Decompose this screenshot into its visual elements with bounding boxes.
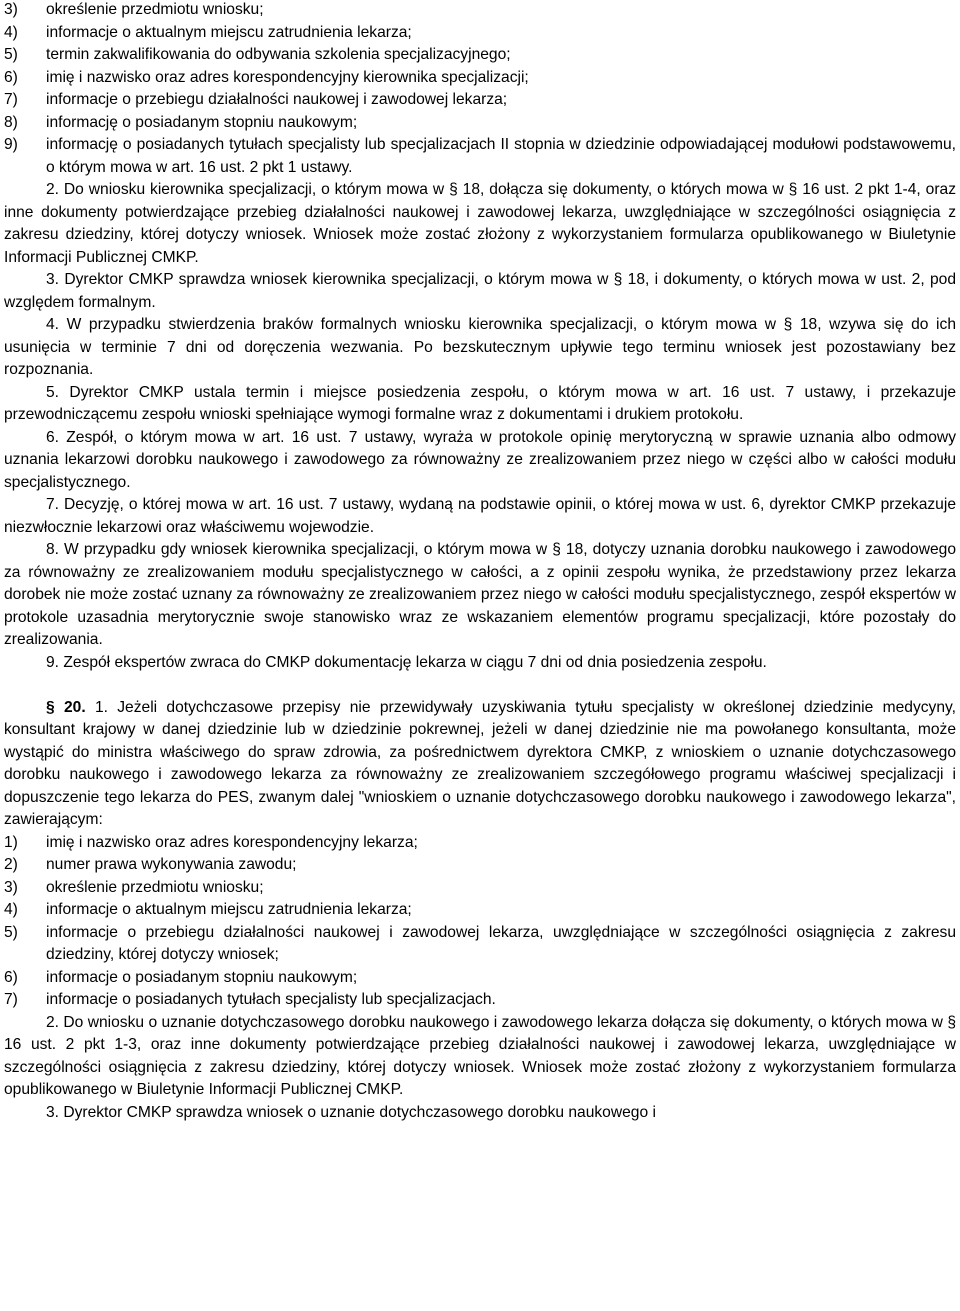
- list-item: [4, 89, 956, 112]
- list-item-number: 3): [4, 1, 18, 18]
- section-20-text: 1. Jeżeli dotychczasowe przepisy nie przewidywały uzyskiwania tytułu specjalisty w określonej dziedzinie medycyny, konsultant krajowy w danej dziedzinie lub w dziedzinie pokrewnej, jeżeli w danej dziedzinie nie ma powołanego konsultanta, może wystąpić do ministra właściwego do spraw zdrowia, za pośrednictwem dyrektora CMKP, z wnioskiem o uznanie dotychczasowego dorobku naukowego i zawodowego lekarza za równoważny ze zrealizowaniem szczegółowego programu właściwej specjalizacji i dopuszczenie tego lekarza do PES, zwanym dalej "wnioskiem o uznanie dotychczasowego dorobku naukowego i zawodowego lekarza", zawierającym:: [4, 698, 956, 828]
- list-item-text: określenie przedmiotu wniosku;: [46, 878, 264, 896]
- section-number: § 20.: [46, 698, 86, 716]
- paragraph: 6. Zespół, o którym mowa w art. 16 ust. 7 ustawy, wyraża w protokole opinię merytoryczną w sprawie uznania albo odmowy uznania lekarzowi dorobku naukowego i zawodowego za równoważny ze zrealizowaniem przez niego w części albo w całości modułu specjalistycznego.: [4, 428, 956, 491]
- list-item-number: 1): [4, 833, 18, 851]
- list-item: [4, 44, 956, 67]
- list-item-text: informacje o posiadanych tytułach specjalisty lub specjalizacjach.: [46, 991, 496, 1008]
- list-item: [4, 922, 956, 967]
- list-item: [4, 832, 956, 855]
- list-item: [4, 967, 956, 990]
- section-spacer: [4, 674, 956, 697]
- list-item-number: 8): [4, 113, 18, 131]
- list-item: [4, 854, 956, 877]
- list-item-text: informację o posiadanym stopniu naukowym;: [46, 113, 358, 131]
- paragraph: 9. Zespół ekspertów zwraca do CMKP dokumentację lekarza w ciągu 7 dni od dnia posiedzenia zespołu.: [46, 653, 767, 671]
- list-item-text: informację o posiadanych tytułach specjalisty lub specjalizacjach II stopnia w dziedzinie odpowiadającej modułowi podstawowemu, o którym mowa w art. 16 ust. 2 pkt 1 ustawy.: [46, 136, 956, 176]
- list-item-number: 3): [4, 878, 18, 896]
- list-item: [4, 22, 956, 45]
- paragraph: 2. Do wniosku o uznanie dotychczasowego dorobku naukowego i zawodowego lekarza dołącza się dokumenty, o których mowa w § 16 ust. 2 pkt 1-3, oraz inne dokumenty potwierdzające przebieg działalności naukowej i zawodowej lekarza, uwzględniające w szczególności osiągnięcia z zakresu dziedziny, której dotyczy wniosek. Wniosek może zostać złożony z wykorzystaniem formularza opublikowanego w Biuletynie Informacji Publicznej CMKP.: [4, 1013, 956, 1098]
- list-item-number: 7): [4, 91, 18, 108]
- list-item-number: 5): [4, 46, 18, 63]
- list-item: [4, 899, 956, 922]
- list-item-text: informacje o aktualnym miejscu zatrudnienia lekarza;: [46, 23, 412, 41]
- list-item-text: informacje o przebiegu działalności naukowej i zawodowej lekarza, uwzględniające w szczególności osiągnięcia z zakresu dziedziny, której dotyczy wniosek;: [46, 923, 956, 963]
- list-item-number: 6): [4, 968, 18, 986]
- list-item-text: imię i nazwisko oraz adres korespondencyjny lekarza;: [46, 833, 418, 851]
- list-item-number: 5): [4, 923, 18, 941]
- list-item: [4, 989, 956, 1012]
- list-item-number: 2): [4, 856, 18, 873]
- section-20-paragraph: [4, 697, 956, 832]
- list-item: [4, 112, 956, 135]
- list-item: [4, 134, 956, 179]
- paragraph: 4. W przypadku stwierdzenia braków formalnych wniosku kierownika specjalizacji, o którym mowa w § 18, wzywa się do ich usunięcia w terminie 7 dni od doręczenia wezwania. Po bezskutecznym upływie tego terminu wniosek jest pozostawiany bez rozpoznania.: [4, 316, 956, 378]
- list-item-number: 6): [4, 68, 18, 86]
- list-item: [4, 877, 956, 900]
- list-item-number: 7): [4, 991, 18, 1008]
- list-item-text: numer prawa wykonywania zawodu;: [46, 856, 297, 873]
- list-item-text: określenie przedmiotu wniosku;: [46, 1, 264, 18]
- list-item-number: 4): [4, 23, 18, 41]
- paragraph: 7. Decyzję, o której mowa w art. 16 ust. 7 ustawy, wydaną na podstawie opinii, o której mowa w ust. 6, dyrektor CMKP przekazuje niezwłocznie lekarzowi oraz właściwemu wojewodzie.: [4, 496, 956, 536]
- list-item-text: informacje o przebiegu działalności naukowej i zawodowej lekarza;: [46, 91, 508, 108]
- list-item-number: 9): [4, 136, 18, 153]
- list-item: [4, 0, 956, 22]
- list-item: [4, 67, 956, 90]
- paragraph: 3. Dyrektor CMKP sprawdza wniosek o uznanie dotychczasowego dorobku naukowego i: [46, 1103, 656, 1121]
- paragraph: 8. W przypadku gdy wniosek kierownika specjalizacji, o którym mowa w § 18, dotyczy uznania dorobku naukowego i zawodowego za równoważny ze zrealizowaniem modułu specjalistycznego w całości, a z opinii zespołu wynika, że przedstawiony przez lekarza dorobek nie może zostać uznany za równoważny ze zrealizowaniem przez niego w całości modułu specjalistycznego, zespół ekspertów w protokole uzasadnia merytorycznie swoje stanowisko wraz ze wskazaniem elementów programu specjalizacji, które pozostały do zrealizowania.: [4, 541, 956, 648]
- list-item-text: informacje o aktualnym miejscu zatrudnienia lekarza;: [46, 901, 412, 918]
- list-item-number: 4): [4, 901, 18, 918]
- list-item-text: imię i nazwisko oraz adres korespondencyjny kierownika specjalizacji;: [46, 68, 529, 86]
- list-item-text: informacje o posiadanym stopniu naukowym;: [46, 968, 358, 986]
- paragraph: 5. Dyrektor CMKP ustala termin i miejsce posiedzenia zespołu, o którym mowa w art. 16 ust. 7 ustawy, i przekazuje przewodniczącemu zespołu wnioski spełniające wymogi formalne wraz z dokumentami i drukiem protokołu.: [4, 383, 956, 423]
- list-item-text: termin zakwalifikowania do odbywania szkolenia specjalizacyjnego;: [46, 46, 511, 63]
- paragraph: 3. Dyrektor CMKP sprawdza wniosek kierownika specjalizacji, o którym mowa w § 18, i dokumenty, o których mowa w ust. 2, pod względem formalnym.: [4, 271, 956, 311]
- paragraph: 2. Do wniosku kierownika specjalizacji, o którym mowa w § 18, dołącza się dokumenty, o których mowa w § 16 ust. 2 pkt 1-4, oraz inne dokumenty potwierdzające przebieg działalności naukowej i zawodowej lekarza, uwzględniające w szczególności osiągnięcia z zakresu dziedziny, której dotyczy wniosek. Wniosek może zostać złożony z wykorzystaniem formularza opublikowanego w Biuletynie Informacji Publicznej CMKP.: [4, 181, 956, 266]
